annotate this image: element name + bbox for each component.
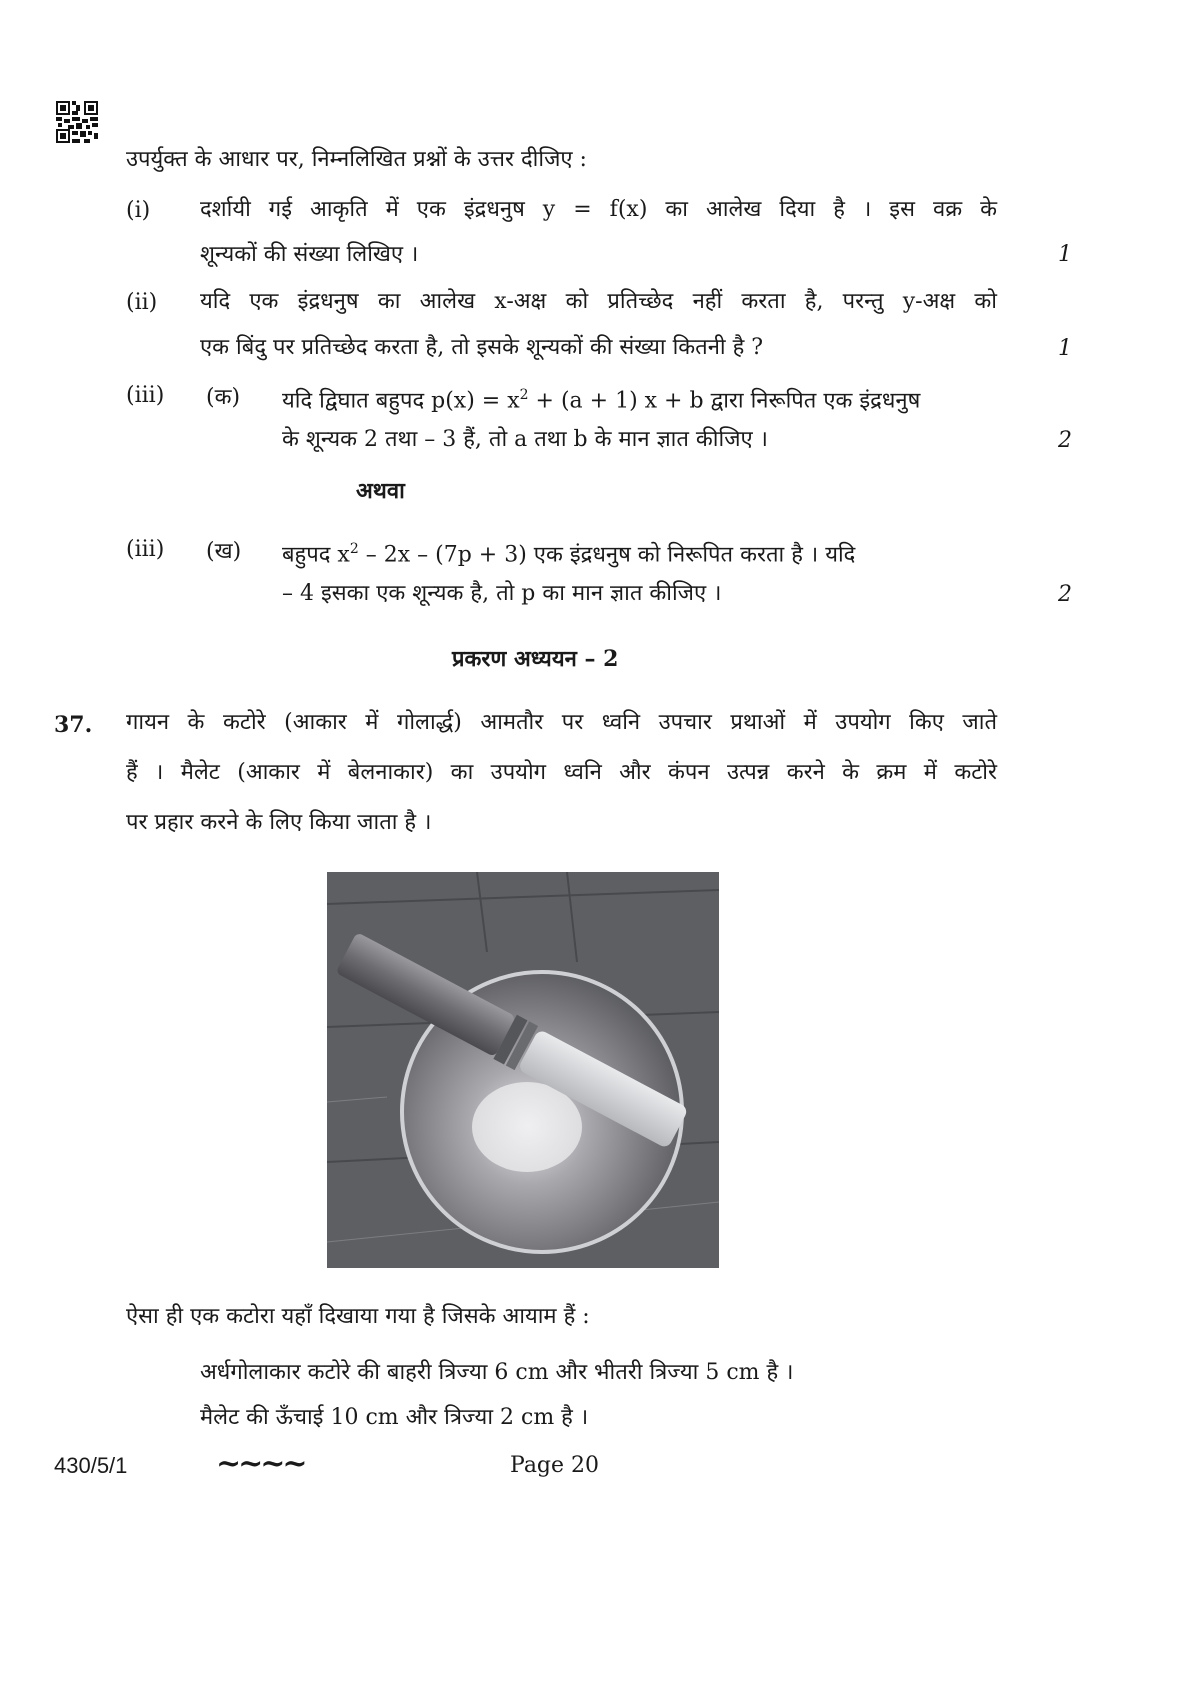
paper-code: 430/5/1 [54, 1453, 128, 1478]
question-text: हैं । मैलेट (आकार में बेलनाकार) का उपयोग ध्वनि और कंपन उत्पन्न करने के क्रम में कटोरे [126, 760, 997, 785]
question-text: – 4 इसका एक शून्यक है, तो p का मान ज्ञात कीजिए । [282, 581, 722, 606]
question-number: 37. [54, 712, 93, 738]
intro-text: उपर्युक्त के आधार पर, निम्नलिखित प्रश्नों के उत्तर दीजिए : [126, 147, 587, 172]
wave-ornament: ~~~~ [216, 1446, 305, 1481]
dimension-text: अर्धगोलाकार कटोरे की बाहरी त्रिज्या 6 cm और भीतरी त्रिज्या 5 cm है । [200, 1360, 794, 1385]
question-text: पर प्रहार करने के लिए किया जाता है । [126, 810, 432, 835]
question-number: (ii) [126, 290, 158, 315]
singing-bowl-photo [327, 872, 719, 1268]
question-text: यदि द्विघात बहुपद $p(x) = x^2 + (a + 1) x + b$ द्वारा निरूपित एक इंद्रधनुष [282, 387, 921, 414]
marks: 1 [1058, 336, 1072, 361]
or-separator: अथवा [356, 478, 405, 504]
question-text: शून्यकों की संख्या लिखिए । [200, 242, 419, 267]
question-number: (iii) [126, 383, 165, 408]
question-number: (iii) [126, 537, 165, 562]
bowl-mallet-illustration [327, 872, 719, 1268]
case-study-heading: प्रकरण अध्ययन – 2 [452, 646, 619, 672]
question-text: एक बिंदु पर प्रतिच्छेद करता है, तो इसके शून्यकों की संख्या कितनी है ? [200, 335, 764, 360]
question-text: बहुपद $x^2 - 2x - (7p + 3)$ एक इंद्रधनुष को निरूपित करता है । यदि [282, 541, 856, 568]
marks: 2 [1058, 582, 1072, 607]
sub-question-label: (क) [206, 385, 241, 410]
question-text: के शून्यक 2 तथा – 3 हैं, तो a तथा b के मान ज्ञात कीजिए । [282, 427, 769, 452]
question-text: यदि एक इंद्रधनुष का आलेख x-अक्ष को प्रतिच्छेद नहीं करता है, परन्तु y-अक्ष को [200, 289, 997, 314]
page-number: Page 20 [510, 1453, 600, 1478]
qr-code-icon [56, 101, 98, 143]
marks: 2 [1058, 428, 1072, 453]
question-number: (i) [126, 198, 151, 223]
image-caption: ऐसा ही एक कटोरा यहाँ दिखाया गया है जिसके आयाम हैं : [126, 1304, 590, 1329]
marks: 1 [1058, 242, 1072, 267]
dimension-text: मैलेट की ऊँचाई 10 cm और त्रिज्या 2 cm है । [200, 1405, 589, 1430]
sub-question-label: (ख) [206, 539, 242, 564]
question-text: गायन के कटोरे (आकार में गोलार्द्ध) आमतौर पर ध्वनि उपचार प्रथाओं में उपयोग किए जाते [126, 710, 997, 735]
question-text: दर्शायी गई आकृति में एक इंद्रधनुष y = f(x) का आलेख दिया है । इस वक्र के [200, 197, 997, 222]
